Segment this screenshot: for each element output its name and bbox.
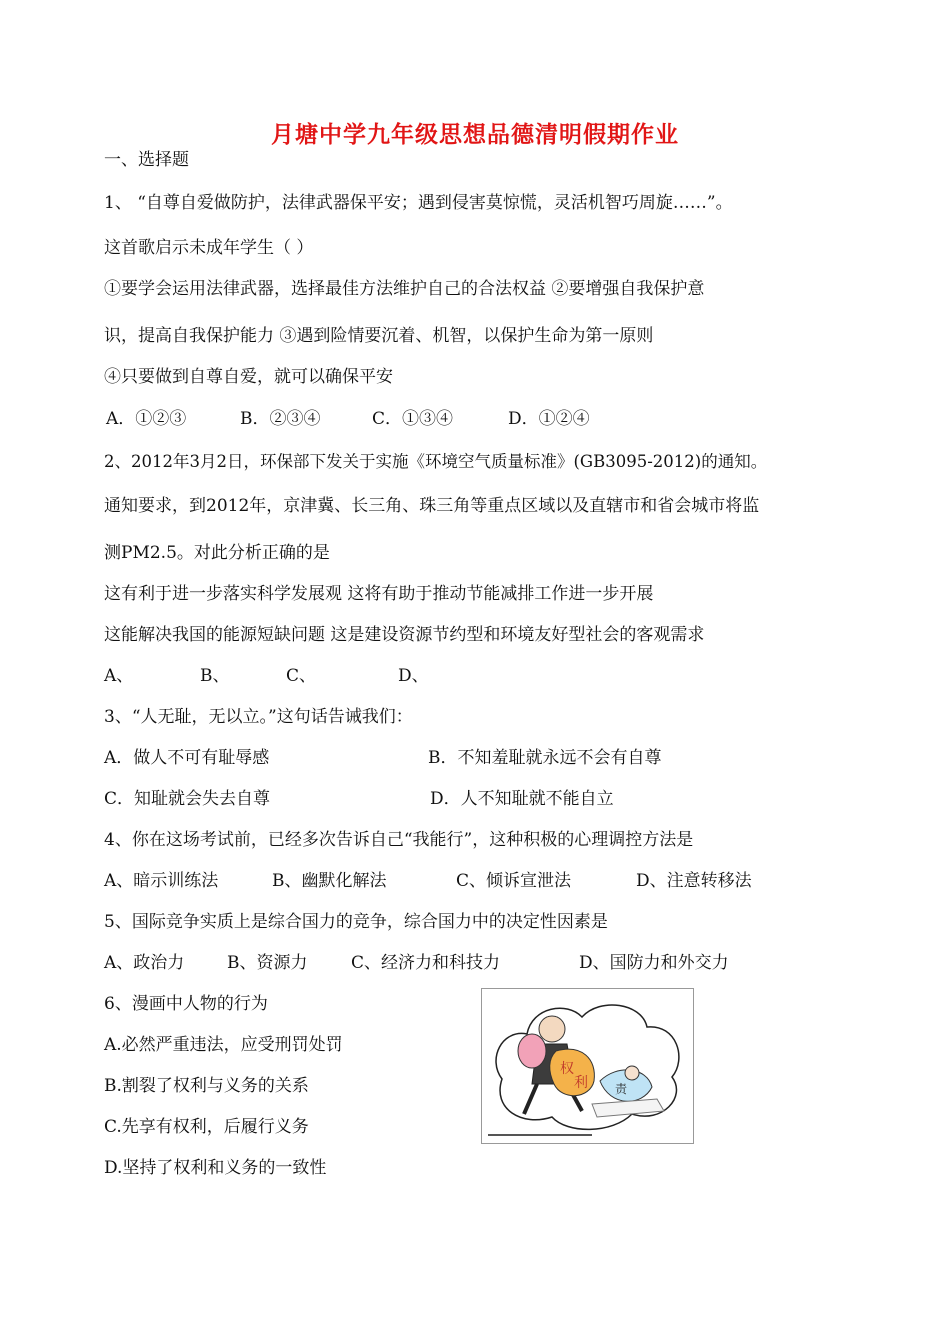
bag-char-1: 权 xyxy=(560,1061,574,1077)
q3-option-a[interactable]: A．做人不可有耻辱感 xyxy=(104,748,270,768)
q1-option-c[interactable]: C．①③④ xyxy=(372,409,454,429)
page-title: 月塘中学九年级思想品德清明假期作业 xyxy=(271,122,679,148)
q6-stem: 6、漫画中人物的行为 xyxy=(104,994,268,1014)
q6-option-a[interactable]: A.必然严重违法，应受刑罚处罚 xyxy=(104,1035,343,1055)
q6-option-c[interactable]: C.先享有权利，后履行义务 xyxy=(104,1117,309,1137)
q6-option-b[interactable]: B.割裂了权利与义务的关系 xyxy=(104,1076,309,1096)
q1-option-a[interactable]: A．①②③ xyxy=(106,409,187,429)
q2-option-b[interactable]: B、 xyxy=(200,666,230,686)
cartoon-drawing xyxy=(482,989,693,1143)
q2-statement-2: 这能解决我国的能源短缺问题 这是建设资源节约型和环境友好型社会的客观需求 xyxy=(104,625,705,645)
q5-option-b[interactable]: B、资源力 xyxy=(227,953,308,973)
q5-option-c[interactable]: C、经济力和科技力 xyxy=(351,953,501,973)
q6-option-d[interactable]: D.坚持了权利和义务的一致性 xyxy=(104,1158,327,1178)
q2-statement-1: 这有利于进一步落实科学发展观 这将有助于推动节能减排工作进一步开展 xyxy=(104,584,654,604)
q1-option-b[interactable]: B．②③④ xyxy=(240,409,321,429)
q2-option-c[interactable]: C、 xyxy=(286,666,317,686)
q3-option-d[interactable]: D．人不知耻就不能自立 xyxy=(430,789,614,809)
q1-option-d[interactable]: D．①②④ xyxy=(508,409,590,429)
q1-stem: 1、 “自尊自爱做防护，法律武器保平安；遇到侵害莫惊慌，灵活机智巧周旋……”。 xyxy=(104,193,733,213)
q4-options xyxy=(104,869,752,893)
paper-sheet xyxy=(592,1099,664,1117)
bag-char-2: 利 xyxy=(574,1075,588,1091)
q2-option-d[interactable]: D、 xyxy=(398,666,429,686)
baby-head xyxy=(625,1066,639,1080)
man-head xyxy=(539,1016,565,1042)
q2-stem-3: 测PM2.5。对此分析正确的是 xyxy=(104,543,330,563)
q2-stem: 2、2012年3月2日，环保部下发关于实施《环境空气质量标准》(GB3095-2012)的通知。 xyxy=(104,452,768,471)
q1-statement-3: ④只要做到自尊自爱，就可以确保平安 xyxy=(104,367,393,387)
q2-options xyxy=(104,664,429,688)
q3-stem: 3、“人无耻，无以立。”这句话告诫我们： xyxy=(104,707,413,727)
q5-option-d[interactable]: D、国防力和外交力 xyxy=(579,953,729,973)
pink-pig xyxy=(518,1034,546,1068)
q4-option-d[interactable]: D、注意转移法 xyxy=(636,871,752,891)
q3-option-c[interactable]: C．知耻就会失去自尊 xyxy=(104,789,271,809)
q2-option-a[interactable]: A、 xyxy=(104,666,134,686)
q1-statement-2: 识，提高自我保护能力 ③遇到险情要沉着、机智，以保护生命为第一原则 xyxy=(104,326,654,346)
cartoon-illustration xyxy=(481,988,694,1144)
q5-option-a[interactable]: A、政治力 xyxy=(104,953,185,973)
q3-option-b[interactable]: B．不知羞耻就永远不会有自尊 xyxy=(428,748,662,768)
q5-stem: 5、国际竞争实质上是综合国力的竞争，综合国力中的决定性因素是 xyxy=(104,912,608,932)
section-heading: 一、选择题 xyxy=(104,150,189,170)
q4-option-b[interactable]: B、幽默化解法 xyxy=(272,871,387,891)
q1-options xyxy=(106,407,590,431)
q5-options xyxy=(104,951,729,975)
q4-option-c[interactable]: C、倾诉宣泄法 xyxy=(456,871,572,891)
q1-prompt: 这首歌启示未成年学生（ ） xyxy=(104,238,314,258)
q4-stem: 4、你在这场考试前，已经多次告诉自己“我能行”，这种积极的心理调控方法是 xyxy=(104,830,694,850)
q1-statement-1: ①要学会运用法律武器，选择最佳方法维护自己的合法权益 ②要增强自我保护意 xyxy=(104,279,705,299)
q4-option-a[interactable]: A、暗示训练法 xyxy=(104,871,219,891)
q2-stem-2: 通知要求，到2012年，京津冀、长三角、珠三角等重点区域以及直辖市和省会城市将监 xyxy=(104,496,760,516)
baby-char: 责 xyxy=(615,1082,628,1096)
